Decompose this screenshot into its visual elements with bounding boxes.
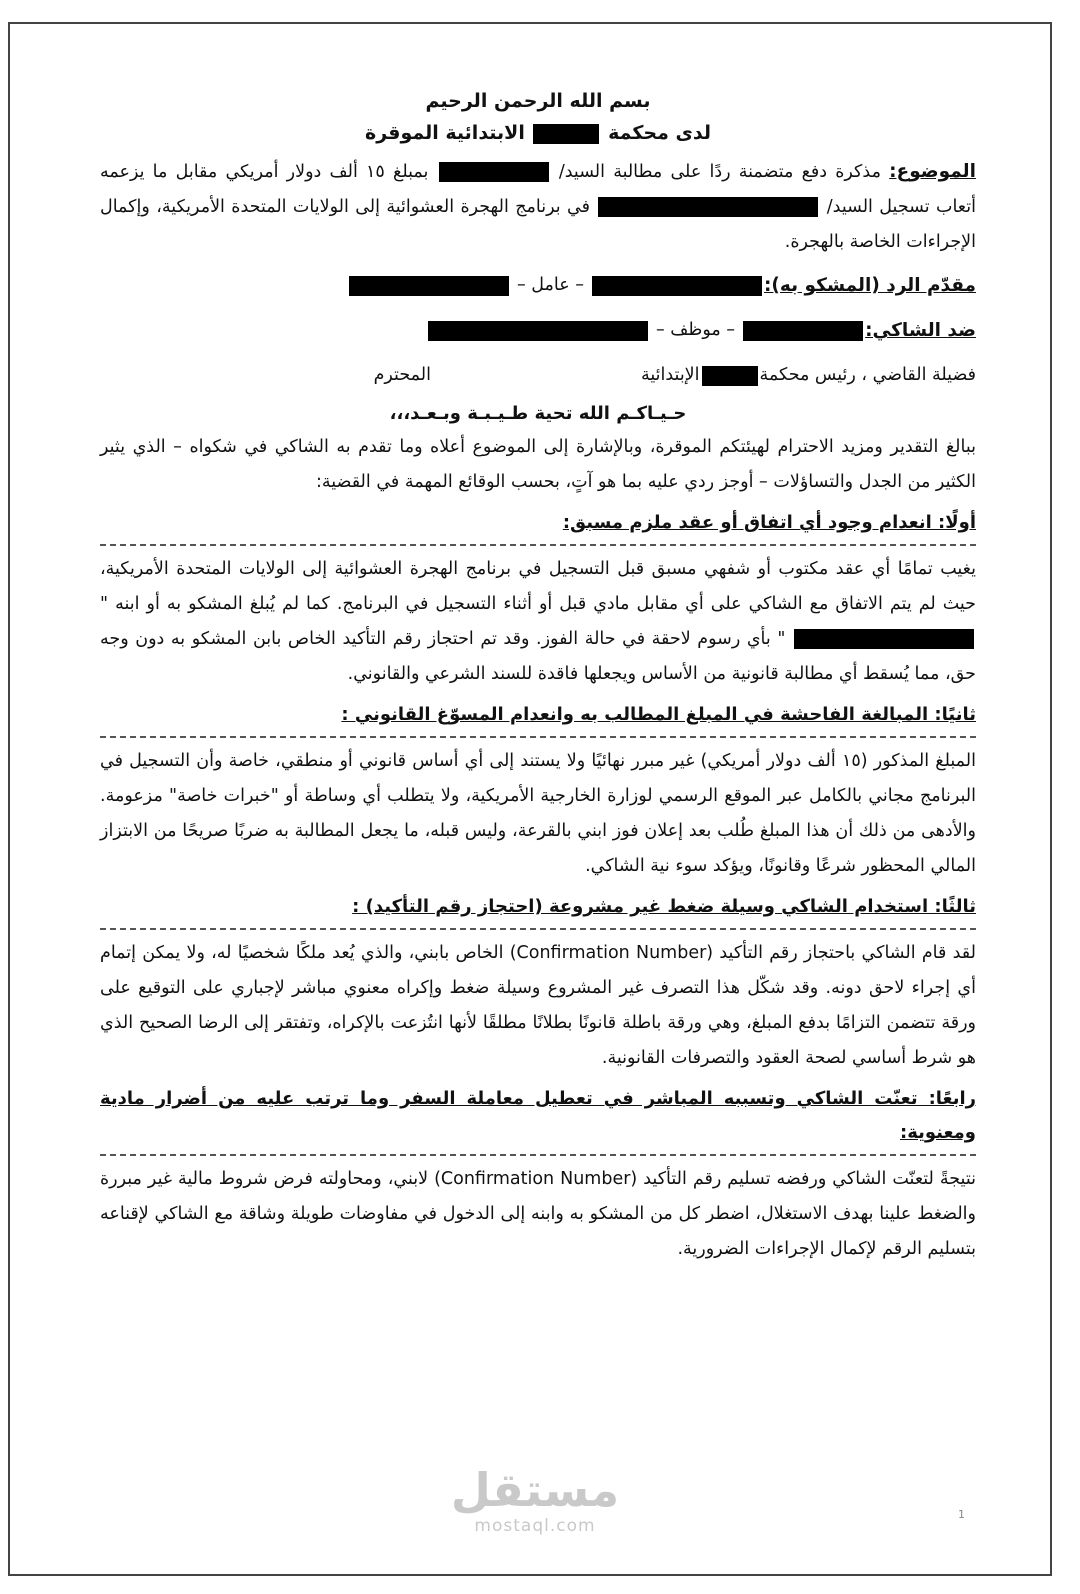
complainant-occupation: – موظف –: [655, 320, 736, 340]
subject-text-c: في برنامج الهجرة العشوائية إلى الولايات المتحدة الأمريكية، وإكمال الإجراءات الخاصة بالهجرة.: [100, 197, 976, 252]
section-1-text-a: يغيب تمامًا أي عقد مكتوب أو شفهي مسبق قبل التسجيل في برنامج الهجرة العشوائية إلى الولايات المتحدة الأمريكية، حيث لم يتم الاتفاق مع الشاكي على أي مقابل مادي قبل أو أثناء التسجيل في البرنامج. كما لم يُبلغ المشكو به أو ابنه ": [100, 559, 976, 614]
watermark: [430, 1464, 640, 1536]
section-4-divider: [100, 1154, 976, 1156]
redacted-address-court: [702, 366, 758, 386]
section-4-text: نتيجةً لتعنّت الشاكي ورفضه تسليم رقم التأكيد (Confirmation Number) لابني، ومحاولته فرض شروط مالية غير مبررة والضغط علينا بهدف الاستغلال، اضطر كل من المشكو به وابنه إلى الدخول في مفاوضات طويلة وشاقة مع الشاكي لإقناعه بتسليم الرقم لإكمال الإجراءات الضرورية.: [100, 1169, 976, 1259]
respondent-occupation: – عامل –: [516, 275, 585, 295]
section-2-heading: ثانيًا: المبالغة الفاحشة في المبلغ المطالب به وانعدام المسوّغ القانوني :: [341, 704, 976, 725]
intro-paragraph: ببالغ التقدير ومزيد الاحترام لهيئتكم الموقرة، وبالإشارة إلى الموضوع أعلاه وما تقدم به الشاكي في شكواه – الذي يثير الكثير من الجدل والتساؤلات – أوجز ردي عليه بما هو آتٍ، بحسب الوقائع المهمة في القضية:: [100, 437, 976, 492]
section-3-heading: ثالثًا: استخدام الشاكي وسيلة ضغط غير مشروعة (احتجاز رقم التأكيد) :: [352, 896, 976, 917]
redacted-complainant-name: [439, 162, 549, 182]
address-to: فضيلة القاضي ، رئيس محكمة: [759, 365, 976, 385]
subject-text-b: بمبلغ ١٥ ألف دولار أمريكي مقابل ما يزعمه أتعاب تسجيل السيد/: [100, 162, 976, 217]
respondent-row: [100, 268, 976, 303]
redacted-respondent-id: [349, 276, 509, 296]
respondent-label: مقدّم الرد (المشكو به):: [764, 275, 976, 296]
section-3-divider: [100, 928, 976, 930]
section-4-heading: رابعًا: تعنّت الشاكي وتسببه المباشر في تعطيل معاملة السفر وما ترتب عليه من أضرار مادية ومعنوية:: [100, 1088, 976, 1143]
section-1-text: [100, 552, 976, 692]
page-number: 1: [958, 1508, 965, 1521]
court-suffix: الابتدائية الموقرة: [365, 122, 525, 144]
court-prefix: لدى محكمة: [608, 122, 711, 144]
subject-paragraph: [100, 154, 976, 260]
basmala: بسم الله الرحمن الرحيم: [425, 90, 651, 112]
redacted-court-name: [533, 124, 599, 144]
section-1-divider: [100, 544, 976, 546]
section-2-divider: [100, 736, 976, 738]
address-court-type: الإبتدائية: [640, 365, 700, 385]
redacted-son-name-2: [794, 629, 974, 649]
redacted-complainant-fullname: [743, 321, 863, 341]
section-3-text: لقد قام الشاكي باحتجاز رقم التأكيد (Confirmation Number) الخاص بابني، والذي يُعد ملكًا شخصيًا له، ولا يمكن إتمام أي إجراء لاحق دونه. وقد شكّل هذا التصرف غير المشروع وسيلة ضغط وإكراه معنوي مباشر لإجباري على التوقيع على ورقة تتضمن التزامًا بدفع المبلغ، وهي ورقة باطلة قانونًا بطلانًا مطلقًا لأنها انتُزعت بالإكراه، وتفتقر إلى الرضا الصحيح الذي هو شرط أساسي لصحة العقود والتصرفات القانونية.: [100, 943, 976, 1068]
section-1-text-b: " بأي رسوم لاحقة في حالة الفوز. وقد تم احتجاز رقم التأكيد الخاص بابن المشكو به دون وجه حق، مما يُسقط أي مطالبة قانونية من الأساس ويجعلها فاقدة للسند الشرعي والقانوني.: [100, 629, 976, 684]
court-title: [100, 122, 976, 144]
redacted-son-name: [598, 197, 818, 217]
complainant-label: ضد الشاكي:: [865, 320, 976, 341]
section-2-text: المبلغ المذكور (١٥ ألف دولار أمريكي) غير مبرر نهائيًا ولا يستند إلى أي أساس قانوني أو منطقي، خاصة وأن التسجيل في البرنامج مجاني بالكامل عبر الموقع الرسمي لوزارة الخارجية الأمريكية، ولا يتطلب أي وساطة أو "خبرات خاصة" مزعومة. والأدهى من ذلك أن هذا المبلغ طُلب بعد إعلان فوز ابني بالقرعة، وليس قبله، ما يجعل المطالبة به ضربًا صريحًا من الابتزاز المالي المحظور شرعًا وقانونًا، ويؤكد سوء نية الشاكي.: [100, 751, 976, 876]
address-row: [100, 358, 976, 393]
complainant-row: [100, 313, 976, 348]
document-body: [100, 82, 976, 1267]
redacted-complainant-id: [428, 321, 648, 341]
redacted-respondent-name: [592, 276, 762, 296]
subject-label: الموضوع:: [889, 161, 976, 182]
watermark-url: mostaql.com: [474, 1516, 596, 1536]
section-1-heading: أولًا: انعدام وجود أي اتفاق أو عقد ملزم مسبق:: [562, 512, 976, 533]
address-honorific: المحترم: [373, 365, 431, 385]
greeting: حـيـاكـم الله تحية طـيـبـة وبـعـد،،،: [389, 403, 687, 424]
watermark-logo: مستقل: [450, 1463, 620, 1517]
subject-text-a: مذكرة دفع متضمنة ردًا على مطالبة السيد/: [558, 162, 881, 182]
